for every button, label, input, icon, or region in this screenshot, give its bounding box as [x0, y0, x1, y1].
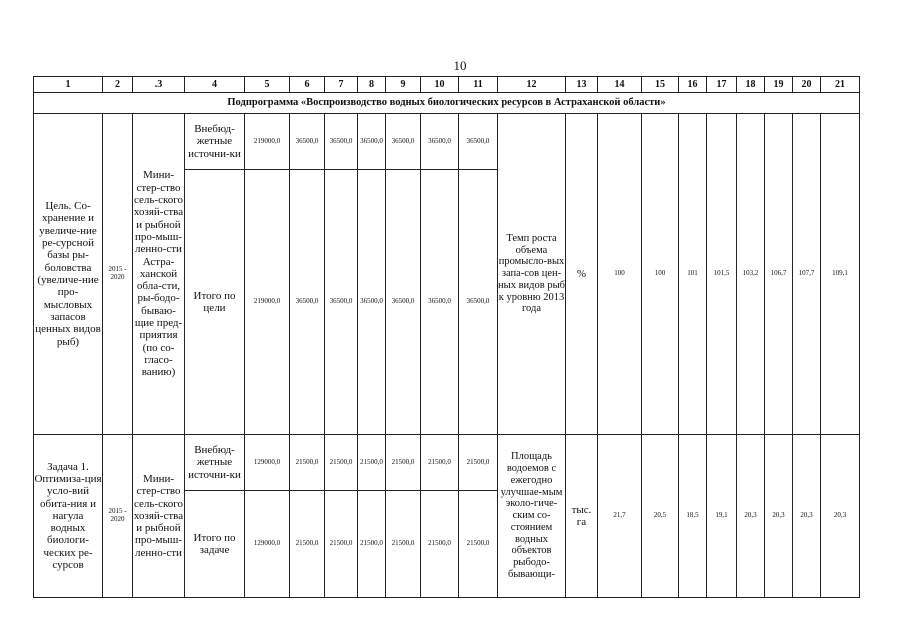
- header-cell: 5: [245, 77, 290, 93]
- indicator-name: Площадь водоемов с ежегодно улучшае-мым эколо-гиче-ским со-стоянием водных объектов рыбодо-бывающи-: [498, 435, 566, 598]
- amount-cell: 36500,0: [325, 170, 358, 435]
- header-cell: 16: [679, 77, 707, 93]
- amount-cell: 219000,0: [245, 170, 290, 435]
- amount-cell: 129000,0: [245, 491, 290, 598]
- header-cell: 9: [386, 77, 421, 93]
- amount-cell: 21500,0: [325, 435, 358, 491]
- header-cell: 8: [358, 77, 386, 93]
- indicator-value: 19,1: [707, 435, 737, 598]
- indicator-value: 20,5: [642, 435, 679, 598]
- period-cell: 2015 - 2020: [103, 435, 133, 598]
- indicator-name: Темп роста объема промысло-вых запа-сов цен-ных видов рыб к уровню 2013 года: [498, 114, 566, 435]
- indicator-value: 101: [679, 114, 707, 435]
- indicator-value: 100: [642, 114, 679, 435]
- indicator-value: 20,3: [737, 435, 765, 598]
- amount-cell: 36500,0: [459, 114, 498, 170]
- amount-cell: 21500,0: [290, 435, 325, 491]
- indicator-value: 107,7: [793, 114, 821, 435]
- amount-cell: 21500,0: [421, 491, 459, 598]
- indicator-value: 106,7: [765, 114, 793, 435]
- amount-cell: 36500,0: [325, 114, 358, 170]
- indicator-value: 21,7: [598, 435, 642, 598]
- table-row: [34, 435, 860, 491]
- header-row: [34, 77, 860, 93]
- amount-cell: 36500,0: [421, 170, 459, 435]
- amount-cell: 21500,0: [386, 491, 421, 598]
- amount-cell: 36500,0: [358, 170, 386, 435]
- indicator-value: 109,1: [821, 114, 860, 435]
- header-cell: 12: [498, 77, 566, 93]
- funding-source: Внебюд-жетные источни-ки: [185, 435, 245, 491]
- amount-cell: 36500,0: [358, 114, 386, 170]
- indicator-value: 100: [598, 114, 642, 435]
- header-cell: 19: [765, 77, 793, 93]
- indicator-value: 20,3: [793, 435, 821, 598]
- header-cell: .3: [133, 77, 185, 93]
- executor-cell: Мини-стер-ство сель-ского хозяй-ства и рыбной про-мыш-ленно-сти: [133, 435, 185, 598]
- amount-cell: 21500,0: [421, 435, 459, 491]
- page-number: 10: [453, 58, 467, 73]
- amount-cell: 36500,0: [290, 170, 325, 435]
- amount-cell: 36500,0: [386, 114, 421, 170]
- executor-cell: Мини-стер-ство сель-ского хозяй-ства и рыбной про-мыш-ленно-сти Астра-ханской обла-сти, ры-бодо-бываю-щие пред-приятия (по со-гласо-ванию): [133, 114, 185, 435]
- header-cell: 4: [185, 77, 245, 93]
- amount-cell: 36500,0: [459, 170, 498, 435]
- total-label: Итого по задаче: [185, 491, 245, 598]
- subprogram-title: Подпрограмма «Воспроизводство водных биологических ресурсов в Астраханской области»: [34, 93, 860, 114]
- program-table: [33, 76, 860, 598]
- indicator-value: 101,5: [707, 114, 737, 435]
- header-cell: 18: [737, 77, 765, 93]
- indicator-value: 103,2: [737, 114, 765, 435]
- header-cell: 1: [34, 77, 103, 93]
- table-row: [34, 114, 860, 170]
- indicator-value: 18,5: [679, 435, 707, 598]
- header-cell: 17: [707, 77, 737, 93]
- total-label: Итого по цели: [185, 170, 245, 435]
- amount-cell: 36500,0: [421, 114, 459, 170]
- amount-cell: 21500,0: [325, 491, 358, 598]
- header-cell: 21: [821, 77, 860, 93]
- unit-cell: %: [566, 114, 598, 435]
- header-cell: 14: [598, 77, 642, 93]
- amount-cell: 21500,0: [459, 491, 498, 598]
- amount-cell: 36500,0: [386, 170, 421, 435]
- header-cell: 13: [566, 77, 598, 93]
- header-cell: 7: [325, 77, 358, 93]
- funding-source: Внебюд-жетные источни-ки: [185, 114, 245, 170]
- amount-cell: 21500,0: [459, 435, 498, 491]
- period-cell: 2015 - 2020: [103, 114, 133, 435]
- header-cell: 11: [459, 77, 498, 93]
- indicator-value: 20,3: [821, 435, 860, 598]
- indicator-value: 20,3: [765, 435, 793, 598]
- amount-cell: 21500,0: [358, 435, 386, 491]
- task-description: Задача 1. Оптимиза-ция усло-вий обита-ния и нагула водных биологи-ческих ре-сурсов: [34, 435, 103, 598]
- header-cell: 6: [290, 77, 325, 93]
- header-cell: 15: [642, 77, 679, 93]
- amount-cell: 21500,0: [358, 491, 386, 598]
- unit-cell: тыс. га: [566, 435, 598, 598]
- amount-cell: 21500,0: [290, 491, 325, 598]
- amount-cell: 219000,0: [245, 114, 290, 170]
- header-cell: 2: [103, 77, 133, 93]
- amount-cell: 21500,0: [386, 435, 421, 491]
- header-cell: 10: [421, 77, 459, 93]
- amount-cell: 129000,0: [245, 435, 290, 491]
- subprogram-row: [34, 93, 860, 114]
- header-cell: 20: [793, 77, 821, 93]
- amount-cell: 36500,0: [290, 114, 325, 170]
- goal-description: Цель. Со-хранение и увеличе-ние ре-сурсной базы ры-боловства (увеличе-ние про-мысловых запасов ценных видов рыб): [34, 114, 103, 435]
